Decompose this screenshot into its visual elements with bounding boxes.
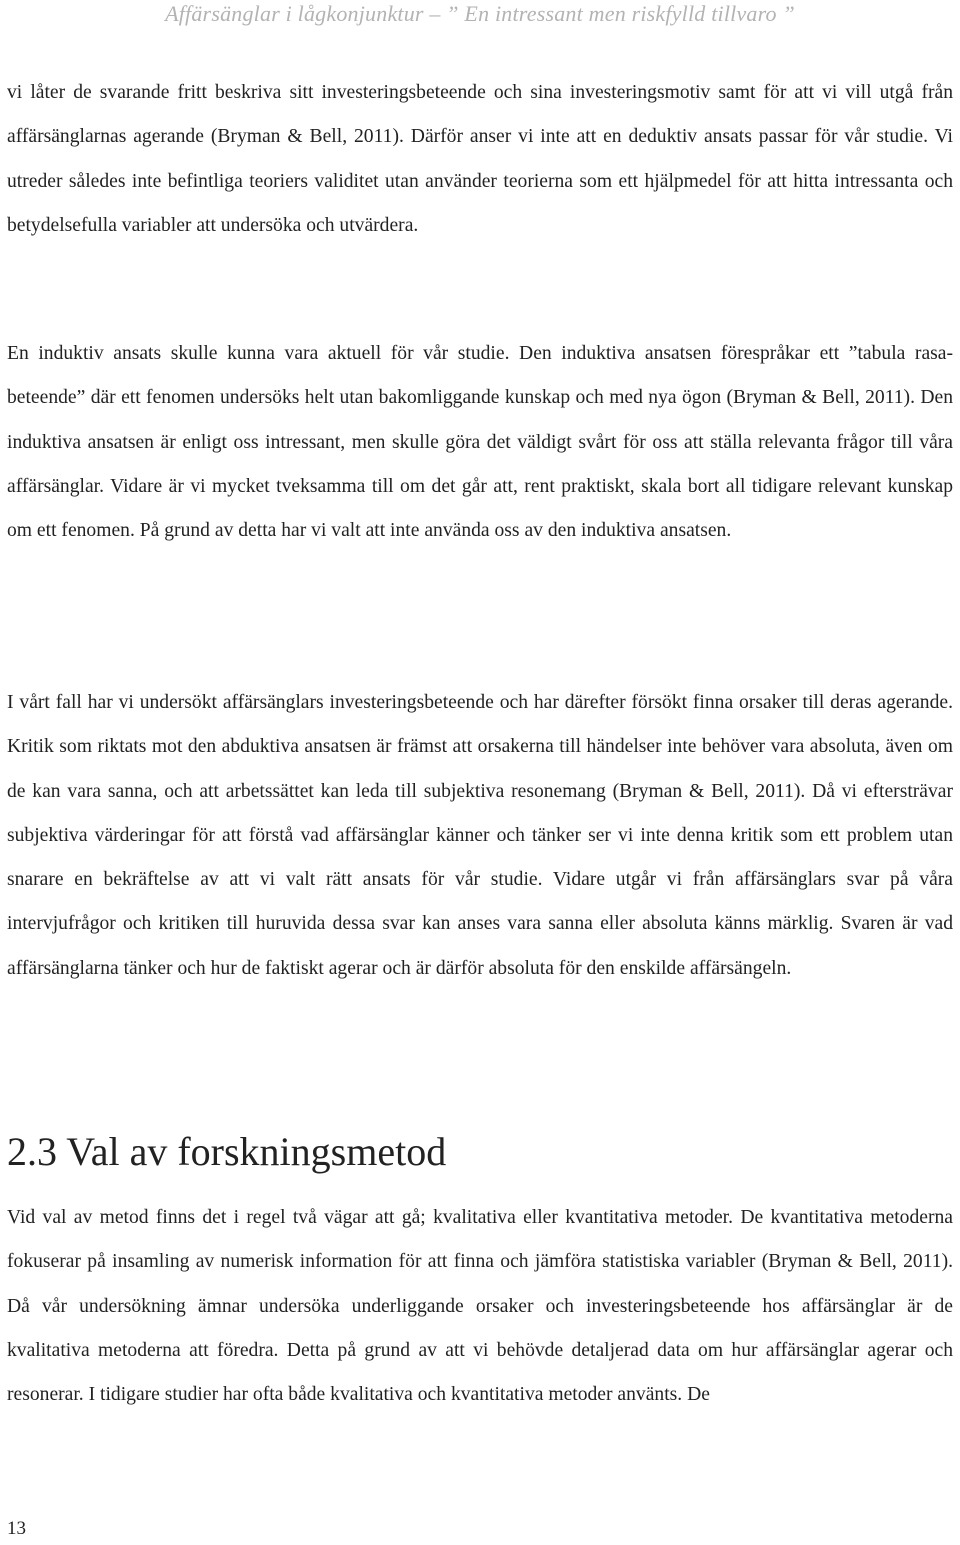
page-number: 13 [7, 1518, 26, 1539]
body-paragraph-1: vi låter de svarande fritt beskriva sitt investeringsbeteende och sina investeringsmotiv samt för att vi vill utgå från affärsänglarnas agerande (Bryman & Bell, 2011). Därför anser vi inte att en deduktiv ansats passar för vår studie. Vi utreder således inte befintliga teoriers validitet utan använder teorierna som ett hjälpmedel för att hitta intressanta och betydelsefulla variabler att undersöka och utvärdera. [7, 82, 953, 236]
running-header: Affärsänglar i lågkonjunktur – ” En intressant men riskfylld tillvaro ” [165, 1, 795, 26]
body-paragraph-3: I vårt fall har vi undersökt affärsänglars investeringsbeteende och har därefter försökt finna orsaker till deras agerande. Kritik som riktats mot den abduktiva ansatsen är främst att orsakerna till händelser inte behöver vara absoluta, även om de kan vara sanna, och att arbetssättet kan leda till subjektiva resonemang (Bryman & Bell, 2011). Då vi eftersträvar subjektiva värderingar för att förstå vad affärsänglar känner och tänker ser vi inte denna kritik som ett problem utan snarare en bekräftelse av att vi valt rätt ansats för vår studie. Vidare utgår vi från affärsänglars svar på våra intervjufrågor och kritiken till huruvida dessa svar kan anses vara sanna eller absoluta känns märklig. Svaren är vad affärsänglarna tänker och hur de faktiskt agerar och är därför absoluta för den enskilde affärsängeln. [7, 692, 953, 979]
section-paragraph: Vid val av metod finns det i regel två vägar att gå; kvalitativa eller kvantitativa metoder. De kvantitativa metoderna fokuserar på insamling av numerisk information för att finna och jämföra statistiska variabler (Bryman & Bell, 2011). Då vår undersökning ämnar undersöka underliggande orsaker och investeringsbeteende hos affärsänglar är de kvalitativa metoderna att föredra. Detta på grund av att vi behövde detaljerad data om hur affärsänglar agerar och resonerar. I tidigare studier har ofta både kvalitativa och kvantitativa metoder använts. De [7, 1207, 953, 1406]
section-heading: 2.3 Val av forskningsmetod [7, 1129, 447, 1174]
body-paragraph-2: En induktiv ansats skulle kunna vara aktuell för vår studie. Den induktiva ansatsen förespråkar ett ”tabula rasa-beteende” där ett fenomen undersöks helt utan bakomliggande kunskap och med nya ögon (Bryman & Bell, 2011). Den induktiva ansatsen är enligt oss intressant, men skulle göra det väldigt svårt för oss att ställa relevanta frågor till våra affärsänglar. Vidare är vi mycket tveksamma till om det går att, rent praktiskt, skala bort all tidigare relevant kunskap om ett fenomen. På grund av detta har vi valt att inte använda oss av den induktiva ansatsen. [7, 343, 953, 542]
